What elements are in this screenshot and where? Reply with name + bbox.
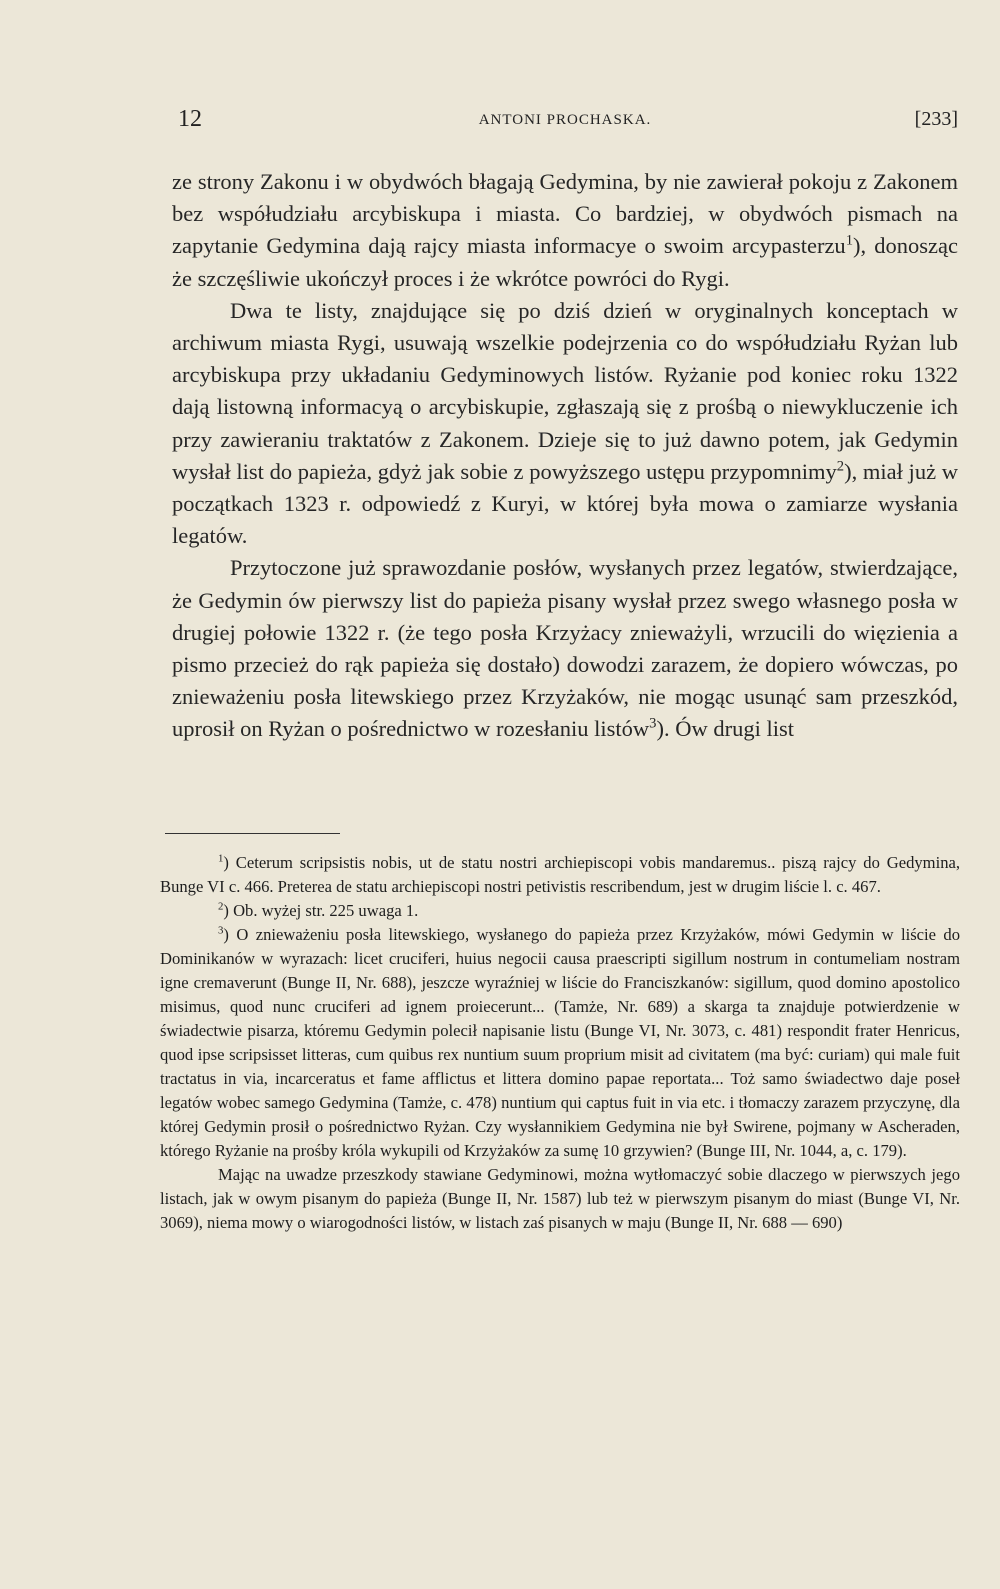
footnote-2 — [160, 899, 960, 923]
footnote-separator — [165, 833, 340, 834]
original-page-ref: [233] — [914, 108, 958, 130]
footnote-1 — [160, 851, 960, 899]
footnote-continuation: Mając na uwadze przeszkody stawiane Gedyminowi, można wytłomaczyć sobie dlaczego w pierwszych jego listach, jak w owym pisanym do papieża (Bunge II, Nr. 1587) lub też w pierwszym pisanym do miast (Bunge VI, Nr. 3069), niema mowy o wiarogodności listów, w listach zaś pisanych w maju (Bunge II, Nr. 688 — 690) — [160, 1165, 960, 1232]
footnote-2-text: ) Ob. wyżej str. 225 uwaga 1. — [223, 901, 419, 920]
paragraph-2 — [172, 295, 958, 553]
footnote-ref-3: 3 — [649, 715, 657, 732]
running-header — [172, 106, 958, 136]
paragraph-1-text: ze strony Zakonu i w obydwóch błagają Gedymina, by nie zawierał pokoju z Zakonem bez współudziału arcybiskupa i miasta. Co bardziej, w obydwóch pismach na zapytanie Gedymina dają rajcy miasta informacye o swoim arcypasterzu — [172, 169, 958, 259]
footnote-ref-2: 2 — [836, 458, 845, 475]
footnote-1-mark: 1 — [218, 852, 224, 865]
footnote-ref-1: 1 — [845, 232, 853, 249]
paragraph-1 — [172, 166, 958, 295]
main-text — [172, 166, 958, 746]
paragraph-2-text: Dwa te listy, znajdujące się po dziś dzień w oryginalnych konceptach w archiwum miasta Rygi, usuwają wszelkie podejrzenia co do współudziału Ryżan lub arcybiskupa przy układaniu Gedyminowych listów. Ryżanie pod koniec roku 1322 dają listowną informacyą o arcybiskupie, zgłaszają się z prośbą o niewykluczenie ich przy zawieraniu traktatów z Zakonem. Dzieje się to już dawno potem, jak Gedymin wysłał list do papieża, gdyż jak sobie z powyższego ustępu przypomnimy — [172, 297, 958, 484]
page-number: 12 — [178, 106, 202, 132]
paragraph-1-tail: ), donosząc że szczęśliwie ukończył proces i że wkrótce powróci do Rygi. — [172, 233, 958, 291]
paragraph-3-text: Przytoczone już sprawozdanie posłów, wysłanych przez legatów, stwierdzające, że Gedymin ów pierwszy list do papieża pisany wysłał przez swego własnego posła w drugiej połowie 1322 r. (że tego posła Krzyżacy znieważyli, wrzucili do więzienia a pismo przecież do rąk papieża się dostało) dowodzi zarazem, że dopiero wówczas, po znieważeniu posła litewskiego przez Krzyżaków, nie mogąc usunąć sam przeszkód, uprosił on Ryżan o pośrednictwo w rozesłaniu listów — [172, 555, 958, 742]
footnote-3-mark: 3 — [218, 924, 224, 937]
footnote-3 — [160, 923, 960, 1163]
running-title: ANTONI PROCHASKA. — [478, 112, 652, 128]
footnote-2-mark: 2 — [218, 900, 224, 913]
paragraph-3-tail: ). Ów drugi list — [656, 716, 794, 742]
footnote-3-text: ) O znieważeniu posła litewskiego, wysłanego do papieża przez Krzyżaków, mówi Gedymin w liście do Dominikanów w wyrazach: licet cruciferi, huius negocii causa praescripti sigillum nostrum in contumeliam nostram igne cremaverunt (Bunge II, Nr. 688), jeszcze wyraźniej w liście do Franciszkanów: sigillum, quod domino apostolico misimus, quod nunc cruciferi ad ignem proiecerunt... (Tamże, Nr. 689) a skarga ta znajduje potwierdzenie w świadectwie pisarza, któremu Gedymin polecił napisanie listu (Bunge VI, Nr. 3073, c. 481) respondit frater Henricus, quod ipse scripsisset litteras, cum quibus rex nuntium suum proprium misit ad civitatem (ma być: curiam) qui male fuit tractatus in via, incarceratus et fame afflictus et littera domino papae reportata... Toż samo świadectwo daje poseł legatów wobec samego Gedymina (Tamże, c. 478) nuntium qui captus fuit in via etc. i tłomaczy zarazem przyczynę, dla której Gedymin prosił o pośrednictwo Ryżan. Czy wysłannikiem Gedymina nie był Swirene, pojmany w Ascheraden, którego Ryżanie na prośby króla wykupili od Krzyżaków za sumę 10 grzywien? (Bunge III, Nr. 1044, a, c. 179). — [160, 925, 960, 1160]
footnotes — [160, 851, 960, 1235]
paragraph-2-tail: ), miał już w początkach 1323 r. odpowiedź z Kuryi, w której była mowa o zamiarze wysłania legatów. — [172, 458, 958, 549]
footnote-1-text: ) Ceterum scripsistis nobis, ut de statu nostri archiepiscopi vobis mandaremus.. piszą rajcy do Gedymina, Bunge VI c. 466. Preterea de statu archiepiscopi nostri petivistis rescribendum, jest w drugim liście l. c. 467. — [160, 853, 960, 896]
paragraph-3 — [172, 552, 958, 745]
